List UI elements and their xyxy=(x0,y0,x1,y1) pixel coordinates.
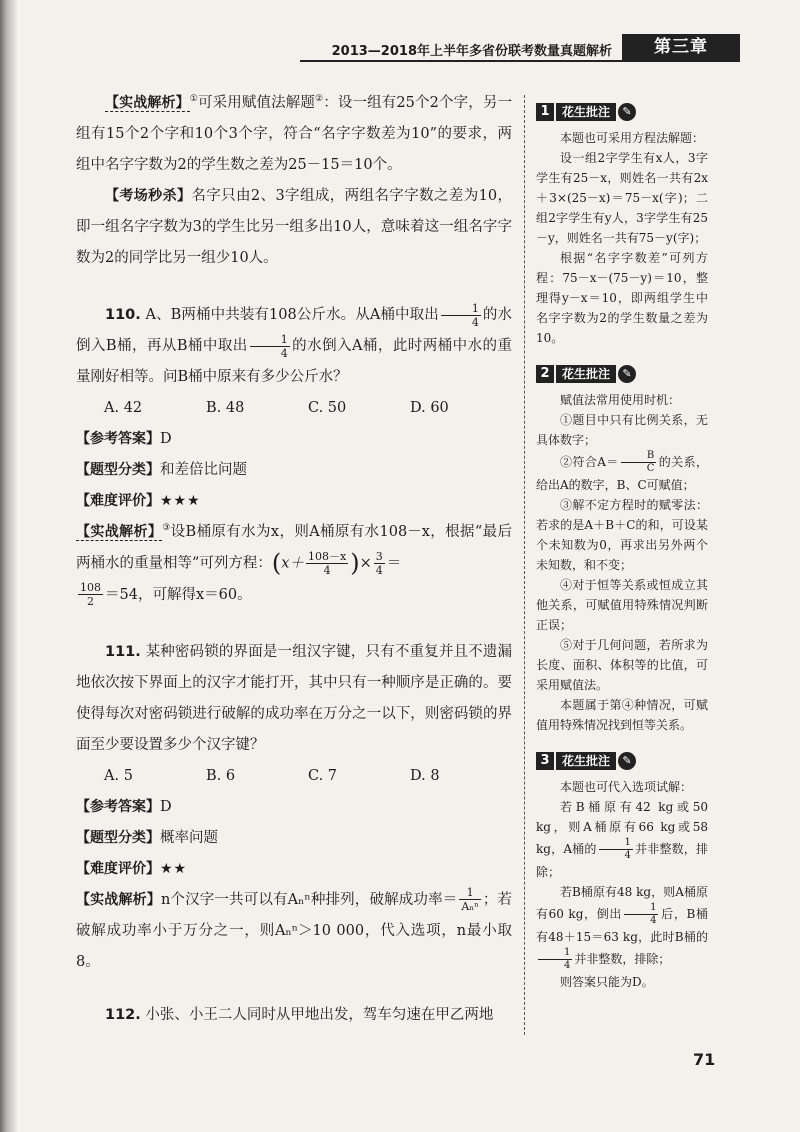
note-number: 2 xyxy=(536,365,554,383)
result-fraction: $\frac{108}{2}$ xyxy=(80,581,101,608)
option-d: D. 8 xyxy=(410,767,440,784)
q111-options xyxy=(76,761,512,792)
q110-type: 【题型分类】和差倍比问题 xyxy=(76,462,247,478)
eq-fraction-1: $\frac{108-x}{4}$ xyxy=(307,550,347,577)
option-a: A. 42 xyxy=(104,400,143,416)
block109-solution: 【实战解析】①可采用赋值法解题②：设一组有25个2个字，另一组有15个2个字和10个3个字，符合“名字字数差为10”的要求，两组中名字字数为2的学生数之差为25－15＝10个。 xyxy=(76,94,512,173)
note-header xyxy=(536,100,708,124)
probability-fraction: $\frac{1}{\text{Aₙⁿ}}$ xyxy=(461,886,479,913)
q110-fraction-2: $\frac{1}{4}$ xyxy=(250,333,290,360)
note-3: 3 花生批注 ✎ 本题也可代入选项试解： 若B桶原有42 kg或50 kg，则A桶原有66 kg或58 kg，A桶的 $\frac{1}{4}$ 并非整数，排除； 若B桶原有48 kg，则A桶原有60 kg，倒出 $\frac{1}{4}$ 后，B桶有48＋15＝63 kg，此时B桶的 $\frac{1}{4}$ 并非整数，排除； 则答案只能为D。 xyxy=(536,749,708,992)
q110-options xyxy=(76,393,512,424)
eq-fraction-2: $\frac{3}{4}$ xyxy=(375,550,383,577)
note-label: 花生批注 xyxy=(556,365,616,383)
option-a: A. 5 xyxy=(104,767,133,784)
main-column xyxy=(76,88,512,1031)
note-header xyxy=(536,362,708,386)
note-2: 2 花生批注 ✎ 赋值法常用使用时机： ①题目中只有比例关系，无具体数字； ②符合A＝ $\frac{B}{C}$ 的关系，给出A的数字，B、C可赋值； ③解不定方程时的赋零法：若求的是A＋B＋C的和，可设某个未知数为0，再求出另外两个未知数，和不变； ④对于恒等关系或恒成立其他关系，可赋值用特殊情况判断正误； ⑤对于几何问题，若所求为长度、面积、体积等的比值，可采用赋值法。 本题属于第④种情况，可赋值用特殊情况找到恒等关系。 xyxy=(536,362,708,735)
header-title: 2013—2018年上半年多省份联考数量真题解析 xyxy=(331,44,612,59)
q110-difficulty: 【难度评价】★★★ xyxy=(76,493,201,509)
difficulty-stars: ★★ xyxy=(160,860,188,877)
note-number: 3 xyxy=(536,752,554,770)
q110-stem: 110. A、B两桶中共装有108公斤水。从A桶中取出 $\frac{1}{4}$ 的水倒入B桶，再从B桶中取出 $\frac{1}{4}$ 的水倒入A桶，此时两桶中水的重量刚好相等。问B桶中原来有多少公斤水？ xyxy=(76,301,513,385)
q110-result: $\frac{108}{2}$ ＝54，可解得x＝60。 xyxy=(80,581,252,608)
column-divider xyxy=(524,95,525,1035)
note-header xyxy=(536,749,708,773)
q112-stem: 112. 小张、小王二人同时从甲地出发，驾车匀速在甲乙两地 xyxy=(105,1006,494,1023)
option-c: C. 50 xyxy=(308,400,347,416)
combat-label: 【实战解析】 xyxy=(105,95,190,111)
running-header xyxy=(300,34,740,62)
q110-solution: 【实战解析】③设B桶原有水为x，则A桶原有水108－x，根据“最后两桶水的重量相等”可列方程：(x＋ $\frac{108-x}{4}$ )× $\frac{3}{4}$ ＝ xyxy=(76,523,512,577)
chapter-badge: 第三章 xyxy=(622,34,740,60)
page-number: 71 xyxy=(693,1050,716,1069)
q111-type: 【题型分类】概率问题 xyxy=(76,829,218,846)
q112-number: 112. xyxy=(105,1006,141,1023)
q111-number: 111. xyxy=(105,643,141,660)
q111-difficulty: 【难度评价】★★ xyxy=(76,860,188,877)
quick-label: 【考场秒杀】 xyxy=(105,188,192,204)
option-c: C. 7 xyxy=(308,767,338,784)
q110-fraction-1: $\frac{1}{4}$ xyxy=(441,302,481,329)
note-1: 1 花生批注 ✎ 本题也可采用方程法解题： 设一组2字学生有x人，3字学生有25－x，则姓名一共有2x＋3×(25－x)＝75－x(字)；二组2字学生有y人，3字学生有25－y，则姓名一共有75－y(字)； 根据“名字字数差”可列方程：75－x－(75－y)＝10，整理得y－x＝10，即两组学生中名字字数为2的学生数量之差为10。 xyxy=(536,100,708,348)
peanut-icon: ✎ xyxy=(618,103,636,121)
note-label: 花生批注 xyxy=(556,103,616,121)
q111-solution: 【实战解析】n个汉字一共可以有Aₙⁿ种排列，破解成功率＝ $\frac{1}{\text{Aₙⁿ}}$ ；若破解成功率小于万分之一，则Aₙⁿ＞10 000，代入选项，n最小取8。 xyxy=(76,886,513,970)
q111-stem: 111. 某种密码锁的界面是一组汉字键，只有不重复并且不遗漏地依次按下界面上的汉字才能打开，其中只有一种顺序是正确的。要使得每次对密码锁进行破解的成功率在万分之一以下，则密码锁的界面至少要设置多少个汉字键？ xyxy=(76,643,513,753)
block109-quick: 【考场秒杀】名字只由2、3字组成，两组名字字数之差为10，即一组名字字数为3的学生比另一组多出10人，意味着这一组名字字数为2的同学比另一组少10人。 xyxy=(76,188,512,266)
difficulty-stars: ★★★ xyxy=(160,493,201,509)
page-binding-shadow xyxy=(0,0,18,1132)
q110-number: 110. xyxy=(105,307,141,323)
option-b: B. 48 xyxy=(206,400,245,416)
option-b: B. 6 xyxy=(206,767,236,784)
q110-answer: 【参考答案】D xyxy=(76,431,172,447)
peanut-icon: ✎ xyxy=(618,752,636,770)
note-number: 1 xyxy=(536,103,554,121)
option-d: D. 60 xyxy=(410,400,449,416)
peanut-icon: ✎ xyxy=(618,365,636,383)
sidebar-notes xyxy=(536,100,708,1006)
q111-answer: 【参考答案】D xyxy=(76,798,172,815)
note-label: 花生批注 xyxy=(556,752,616,770)
